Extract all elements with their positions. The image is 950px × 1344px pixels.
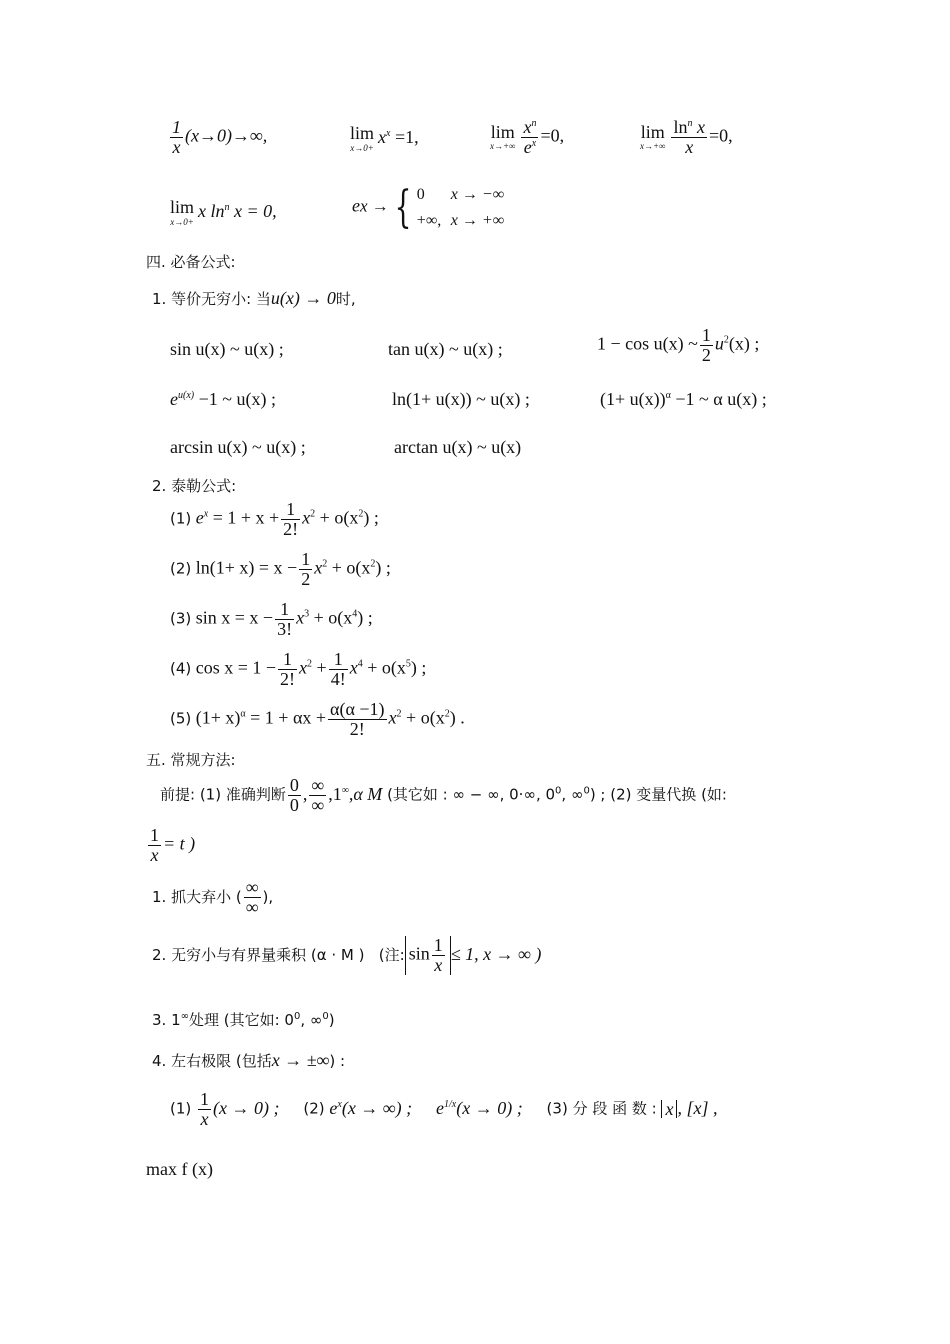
- equiv-heading: 1. 等价无穷小: 当u(x) → 0时,: [152, 288, 356, 308]
- limit-lnnx-over-x: lim x→+∞ $\frac{\ln^n x}{x}$ =0,: [640, 117, 733, 157]
- equiv-arctan: arctan u(x) ~ u(x): [394, 437, 522, 457]
- limit-x-pow-x: lim x→0+ $x^x =1$,: [350, 123, 419, 153]
- method-3: 3. 1∞处理 (其它如: $0^0$, ∞$^0$): [152, 1011, 335, 1029]
- premise-line: 前提: (1) 准确判断 $\frac{0}{0}$ , $\frac{\infty}{\infty}$ ,1∞,α M (其它如 : ∞ − ∞, 0·∞, $0^0$, ∞$^0$) ; (2) 变量代换 (如:: [160, 775, 727, 815]
- one-sided-limits-line: (1) $\frac{1}{x}$ (x → 0) ; (2) $e^x(x$ → ∞) ; $e^{1/x}(x \to 0)$ ; (3) 分 段 函 数 : x , [x] ,: [170, 1089, 718, 1129]
- taylor-binomial: (5) $(1+ x)^\alpha = 1 + \alpha x$ + $\frac{\alpha(\alpha -1)}{2!}$ $x^2 + o(x^2)$ .: [170, 699, 465, 739]
- equiv-power: $(1+ u(x))^\alpha -1$ ~ α u(x) ;: [600, 389, 767, 409]
- limit-x-lnn-x: lim x→0+ x $\ln^n x = 0$,: [170, 197, 277, 227]
- max-line: max f (x): [146, 1159, 213, 1179]
- section-5-heading: 五. 常规方法:: [146, 751, 236, 769]
- equiv-sin: sin u(x) ~ u(x) ;: [170, 339, 284, 359]
- method-2: 2. 无穷小与有界量乘积 (α · M ) (注: sin $\frac{1}{x}$ ≤ 1, x → ∞ ): [152, 935, 542, 975]
- limit-ex-cases: ex → { 0 x → −∞ +∞, x → +∞: [352, 181, 505, 233]
- limit-one-over-x: $\frac{1}{x}$ (x→0)→∞,: [172, 117, 268, 157]
- taylor-heading: 2. 泰勒公式:: [152, 477, 237, 495]
- equiv-exp: $e^{u(x)} -1$ ~ u(x) ;: [170, 389, 276, 409]
- equiv-tan: tan u(x) ~ u(x) ;: [388, 339, 503, 359]
- method-4: 4. 左右极限 (包括x → ±∞) :: [152, 1050, 346, 1070]
- taylor-cos: (4) cos x = 1 − $\frac{1}{2!}$ $x^2$ + $\frac{1}{4!}$ $x^4 + o(x^5)$ ;: [170, 649, 427, 689]
- equiv-one-minus-cos: 1 − cos u(x) ~ $\frac{1}{2}$ $u^2(x)$ ;: [597, 325, 760, 365]
- taylor-exp: (1) $e^x = 1 + x$ + $\frac{1}{2!}$ $x^2 + o(x^2)$ ;: [170, 499, 379, 539]
- section-4-heading: 四. 必备公式:: [146, 253, 236, 271]
- taylor-ln: (2) ln(1+ x) = x − $\frac{1}{2}$ $x^2 + o(x^2)$ ;: [170, 549, 391, 589]
- limit-xn-over-ex: lim x→+∞ $\frac{x^n}{e^x}$ =0,: [490, 117, 565, 157]
- taylor-sin: (3) sin x = x − $\frac{1}{3!}$ $x^3 + o(x^4)$ ;: [170, 599, 373, 639]
- equiv-ln: ln(1+ u(x)) ~ u(x) ;: [392, 389, 530, 409]
- method-1: 1. 抓大弃小 ( $\frac{\infty}{\infty}$ ),: [152, 877, 274, 917]
- substitution-line: $\frac{1}{x}$ = t ): [150, 825, 196, 865]
- equiv-arcsin: arcsin u(x) ~ u(x) ;: [170, 437, 306, 457]
